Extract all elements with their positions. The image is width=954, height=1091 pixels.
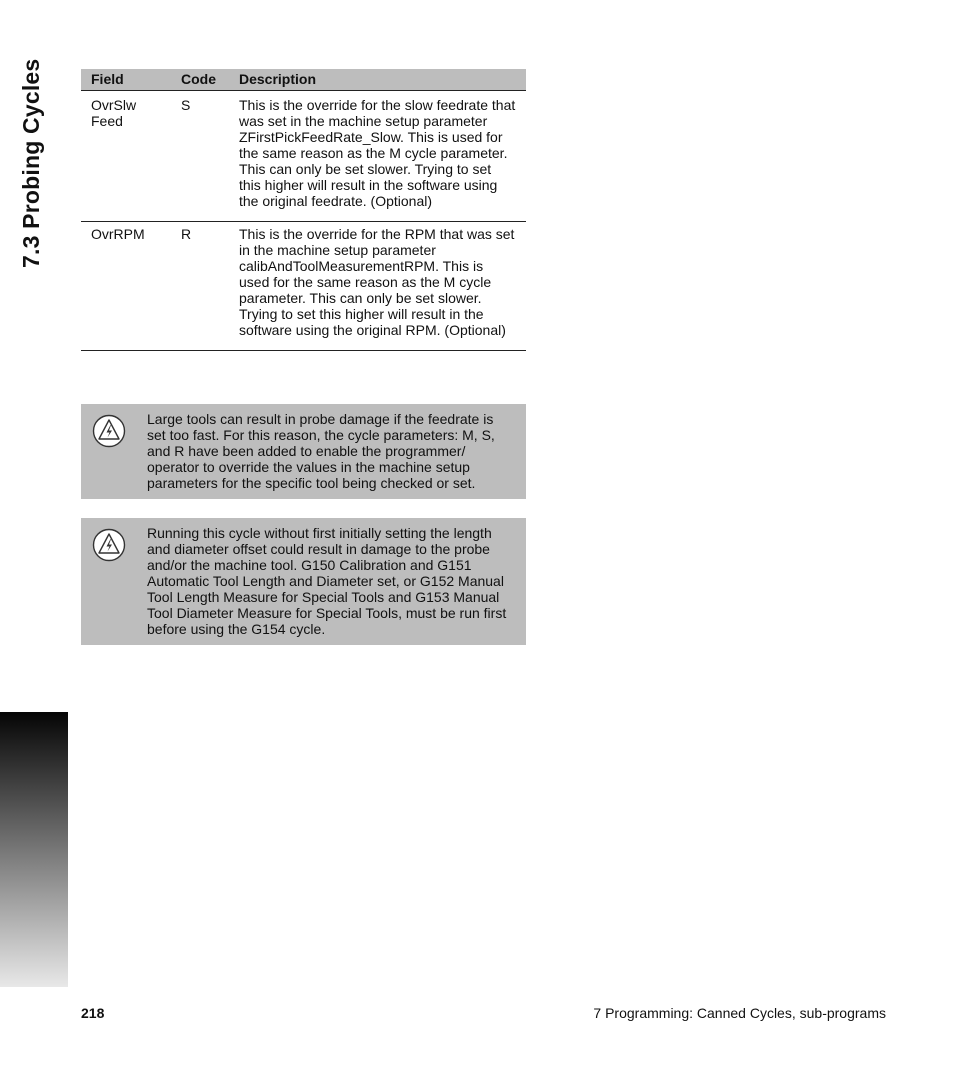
- warning-note: [81, 518, 526, 645]
- note-text: Large tools can result in probe damage if the feedrate is set too fast. For this reason, the cycle parameters: M, S, and R have been added to enable the programmer/ operator to override the values in the machine setup parameters for the specific tool being checked or set.: [147, 411, 495, 491]
- note-text: Running this cycle without first initially setting the length and diameter offset could result in damage to the probe and/or the machine tool. G150 Calibration and G151 Automatic Tool Length and Diameter set, or G152 Manual Tool Length Measure for Special Tools and G153 Manual Tool Diameter Measure for Special Tools, must be run first before using the G154 cycle.: [147, 525, 507, 637]
- cell-code: R: [171, 222, 229, 351]
- header-field: Field: [81, 69, 171, 91]
- chapter-tab-gradient: [0, 712, 68, 987]
- cell-description: This is the override for the slow feedrate that was set in the machine setup parameter ZFirstPickFeedRate_Slow. This is used for the same reason as the M cycle parameter. This can only be set slower. Trying to set this higher will result in the software using the original feedrate. (Optional): [229, 91, 526, 222]
- cell-field: OvrRPM: [81, 222, 171, 351]
- table-row: [81, 91, 526, 222]
- cell-field: OvrSlw Feed: [81, 91, 171, 222]
- cell-description: This is the override for the RPM that was set in the machine setup parameter calibAndToolMeasurementRPM. This is used for the same reason as the M cycle parameter. This can only be set slower. Trying to set this higher will result in the software using the original RPM. (Optional): [229, 222, 526, 351]
- table-row: [81, 222, 526, 351]
- warning-lightning-icon: [92, 414, 126, 448]
- cell-code: S: [171, 91, 229, 222]
- parameters-table: [81, 69, 526, 351]
- header-description: Description: [229, 69, 526, 91]
- section-title: 7.3 Probing Cycles: [18, 58, 44, 268]
- warning-note: [81, 404, 526, 499]
- chapter-title: 7 Programming: Canned Cycles, sub-programs: [593, 1005, 886, 1021]
- table-header-row: [81, 69, 526, 91]
- page-number: 218: [81, 1005, 105, 1021]
- warning-lightning-icon: [92, 528, 126, 562]
- header-code: Code: [171, 69, 229, 91]
